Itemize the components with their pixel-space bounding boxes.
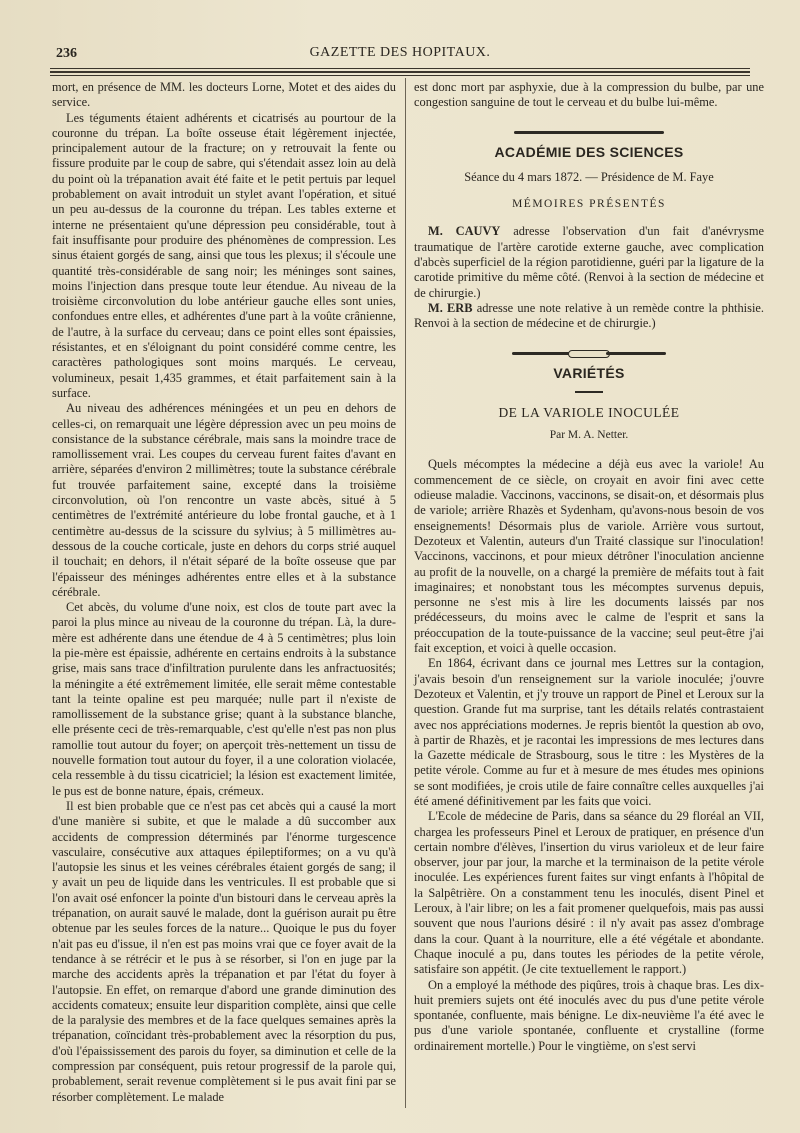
paragraph: Cet abcès, du volume d'une noix, est clos de toute part avec la paroi la plus mince au niveau de la couronne du trépan. Là, la dure-mère est adhérente dans une étendue de 4 à 5 centimètres; plus loin la pie-mère est épaissie, adhérente en certains endroits à la substance grise, mais sans trace d'infiltration purulente dans les anfractuosités; la méningite a été extrêmement limitée, elle serait même contestable tant la teinte opaline est peu marquée; nulle part il n'existe de ramollissement de la substance grise; quant à la substance blanche, elle présente ceci de très-remarquable, c'est qu'elle n'est pas non plus ramollie tout autour du foyer; on aperçoit très-nettement un tissu de nouvelle formation tout autour du foyer, il a une coloration violacée, cela ressemble à du tissu cicatriciel; la lésion est exactement limitée, le pus est de bonne nature, épais, crémeux. — [52, 600, 396, 798]
page-number: 236 — [56, 46, 77, 61]
paragraph: Les téguments étaient adhérents et cicatrisés au pourtour de la couronne du trépan. La boîte osseuse était légèrement injectée, principalement autour de la fracture; on y retrouvait la fente ou fissure produite par le coup de sabre, qui s'étendait assez loin au delà du point où la trépanation avait été faite et le petit pertuis par lequel probablement on avait introduit un stylet avant l'opération, et situé un peu au-dessus de la couronne du trépan. Les tables externe et interne ne présentaient qu'une dépression peu considérable, tout à fait insuffisante pour produire des phénomènes de compression. Les sinus étaient gorgés de sang, ainsi que tous les plexus; il s'écoule une quantité très-considérable de sang noir; les méninges sont saines, moins l'injection dans presque toute leur étendue. Au niveau de la troisième circonvolution du lobe antérieur gauche elles sont unies, confondues entre elles, et adhérentes d'une part à la voûte crânienne, de l'autre, à la surface du cerveau; dans ce point elles sont épaissies, résistantes, et en s'éloignant du point considéré comme centre, les caractères pathologiques sont moins marqués. Le cerveau, volumineux, pesait 1,435 grammes, et était parfaitement sain à la surface. — [52, 110, 396, 400]
paragraph: est donc mort par asphyxie, due à la compression du bulbe, par une congestion sanguine de tout le cerveau et du bulbe lui-même. — [414, 80, 764, 110]
paragraph: Au niveau des adhérences méningées et un peu en dehors de celles-ci, on remarquait une légère dépression avec un peu moins de consistance de la substance cérébrale, mais sans la moindre trace de ramollissement vrai. Les coupes du cerveau furent faites d'avant en arrière, séparées d'environ 2 millimètres; toute la substance cérébrale fut trouvée parfaitement saine, excepté dans la troisième circonvolution, où l'on rencontre un vaste abcès, situé à 5 centimètres de l'extrémité antérieure du lobe frontal gauche, et à 1 centimètre au-dessus de la scissure du sylvius; à 5 millimètres au-dessous de la couche corticale, juste en dehors du corps strié auquel il touchait; en dehors, il n'était séparé de la boîte osseuse que par l'épaisseur des méninges adhérentes entre elles et à la substance cérébrale. — [52, 401, 396, 599]
left-column — [52, 80, 396, 1105]
article-title: DE LA VARIOLE INOCULÉE — [498, 404, 680, 420]
paragraph: L'Ecole de médecine de Paris, dans sa séance du 29 floréal an VII, chargea les professeurs Pinel et Leroux de pratiquer, en présence d'un certain nombre d'élèves, l'insertion du virus varioleux et de leur faire observer, jour par jour, la marche et la terminaison de la petite vérole inoculée. Les expériences furent faites sur vingt enfants à l'hôpital de la Salpêtrière. On a constamment tenu les inoculés, disent Pinel et Leroux, à l'air libre; on les a fait promener quelquefois, mais pas aussi souvent que nous l'aurions désiré : il n'y avait pas assez d'ombrage dans la cour. Quant à la nourriture, elle a été végétale et abondante. Chaque inoculé a pu, dans toutes les périodes de la petite vérole, satisfaire son appétit. (Je cite textuellement le rapport.) — [414, 809, 764, 977]
item-text: adresse une note relative à un remède contre la phthisie. Renvoi à la section de médecine et de chirurgie.) — [414, 300, 764, 331]
short-rule — [575, 391, 603, 393]
ornament-divider — [414, 346, 764, 354]
paragraph: Quels mécomptes la médecine a déjà eus avec la variole! Au commencement de ce siècle, on croyait en avoir fini avec cette odieuse maladie. Vaccinons, vaccinons, se disait-on, et désormais plus de variole; arrière Rhazès et Sydenham, qu'avons-nous besoin de vos enseignements! Désormais plus de variole. Arrière vous surtout, Dezoteux et Valentin, auteurs d'un Traité classique sur l'inoculation! Vaccinons, vaccinons, et pour mieux détrôner l'inoculation ancienne au profit de la nouvelle, on a chargé la première de méfaits tout à fait imaginaires; et nonobstant tous les mécomptes survenus depuis, personne ne s'est mis à lire les documents laissés par nos prédécesseurs, du moins avec le calme de l'esprit et sans la préoccupation de la toute-puissance de la vaccine; seul peut-être j'ai fait exception, et voici à quelle occasion. — [414, 457, 764, 656]
author-name: M. CAUVY — [428, 224, 501, 239]
item-text: adresse l'observation d'un fait d'anévrysme traumatique de l'artère carotide externe gauche, avec complication d'abcès superficiel de la région parotidienne, guéri par la ligature de la carotide primitive du même côté. (Renvoi à la section de médecine et de chirurgie.) — [414, 224, 764, 300]
subsection-title: MÉMOIRES PRÉSENTÉS — [512, 198, 666, 211]
column-divider — [405, 78, 406, 1108]
section-title-academie: ACADÉMIE DES SCIENCES — [494, 143, 684, 160]
right-column — [414, 80, 764, 1054]
journal-title: GAZETTE DES HOPITAUX. — [309, 45, 491, 60]
section-title-varietes: VARIÉTÉS — [553, 364, 625, 381]
academy-item — [414, 301, 764, 332]
paragraph: mort, en présence de MM. les docteurs Lorne, Motet et des aides du service. — [52, 80, 396, 110]
academy-item — [414, 224, 764, 300]
ornament-divider — [414, 125, 764, 133]
page-header — [50, 42, 750, 69]
header-rule — [50, 71, 750, 73]
byline: Par M. A. Netter. — [549, 429, 629, 442]
paragraph: En 1864, écrivant dans ce journal mes Lettres sur la contagion, j'avais besoin d'un renseignement sur la variole inoculée; j'ouvre Dezoteux et Valentin, et j'y trouve un rapport de Pinel et Leroux sur la question. Grande fut ma surprise, tant les détails relatés contrastaient avec nos appréciations modernes. Je repris bientôt la question ab ovo, à partir de Rhazès, et je racontai les impressions de mes lectures dans la Gazette médicale de Strasbourg, sous le titre : les Mystères de la petite vérole. Comme au fur et à mesure de mes études mes opinions se sont modifiées, je crois utile de faire connaître celles auxquelles j'ai été amené définitivement par les faits que voici. — [414, 656, 764, 808]
paragraph: On a employé la méthode des piqûres, trois à chaque bras. Les dix-huit premiers sujets ont été inoculés avec du pus d'une petite vérole spontanée, confluente, mais bénigne. Le dix-neuvième l'a été avec le pus d'une variole spontanée, confluente et crystalline (forme ordinairement mortelle.) Pour le vingtième, on s'est servi — [414, 977, 764, 1053]
session-line: Séance du 4 mars 1872. — Présidence de M. Faye — [464, 169, 714, 184]
paragraph: Il est bien probable que ce n'est pas cet abcès qui a causé la mort d'une manière si subite, et que le malade a dû succomber aux accidents de compression déterminés par l'énorme turgescence vasculaire, consécutive aux attaques épileptiformes; on a vu qu'à l'autopsie les sinus et les veines cérébrales étaient gorgés de sang; il y avait un peu de liquide dans les ventricules. Il est probable que si l'on avait osé enfoncer la pointe d'un bistouri dans le cerveau après la trépanation, on aurait sauvé le malade, dont la guérison aurait pu être obtenue par les seules forces de la nature... Quoique le pus du foyer n'ait pas eu d'issue, il n'en est pas moins vrai que ce foyer avait de la tendance à se rétrécir et le pus à se résorber, si l'on en juge par la marche des accidents après la trépanation et par l'état du foyer à l'autopsie. En effet, on remarque d'abord une grande diminution des accidents comateux; ensuite leur disparition complète, ainsi que celle de la paralysie des membres et de la face quelques semaines après la trépanation, coïncidant très-probablement avec la résorption du pus, d'où l'épaississement des parois du foyer, sa diminution et celle de la compression par conséquent, puis retour progressif de la parole qui, probablement, serait revenue complètement si le pus avait fini par se résorber complètement. Le malade — [52, 798, 396, 1104]
header-rule-thin — [50, 75, 750, 76]
author-name: M. ERB — [428, 300, 473, 315]
